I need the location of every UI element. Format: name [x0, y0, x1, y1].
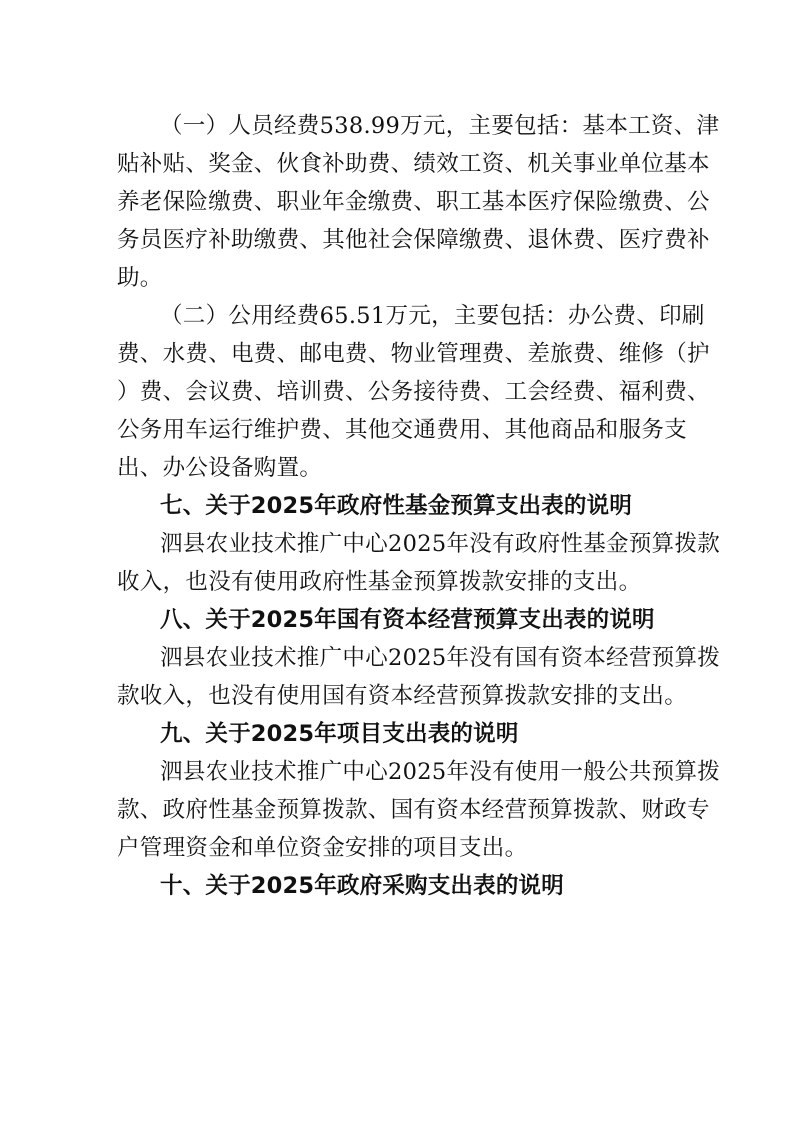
public-expenses-line-1: （二）公用经费65.51万元，主要包括：办公费、印刷 [160, 303, 705, 329]
project-expenditure-line-3: 户管理资金和单位资金安排的项目支出。 [117, 835, 528, 861]
personnel-expenses-line-3: 养老保险缴费、职业年金缴费、职工基本医疗保险缴费、公 [117, 189, 710, 215]
public-expenses-line-3: ）费、会议费、培训费、公务接待费、工会经费、福利费、 [117, 379, 710, 405]
section-heading-state-capital: 八、关于2025年国有资本经营预算支出表的说明 [160, 607, 655, 633]
personnel-expenses-line-4: 务员医疗补助缴费、其他社会保障缴费、退休费、医疗费补 [117, 227, 710, 253]
personnel-expenses-line-1: （一）人员经费538.99万元，主要包括：基本工资、津 [160, 113, 720, 139]
government-fund-line-2: 收入，也没有使用政府性基金预算拨款安排的支出。 [117, 569, 642, 595]
state-capital-line-1: 泗县农业技术推广中心2025年没有国有资本经营预算拨 [160, 645, 721, 671]
project-expenditure-line-2: 款、政府性基金预算拨款、国有资本经营预算拨款、财政专 [117, 797, 710, 823]
state-capital-line-2: 款收入，也没有使用国有资本经营预算拨款安排的支出。 [117, 683, 688, 709]
project-expenditure-line-1: 泗县农业技术推广中心2025年没有使用一般公共预算拨 [160, 759, 721, 785]
public-expenses-line-2: 费、水费、电费、邮电费、物业管理费、差旅费、维修（护 [117, 341, 710, 367]
section-heading-government-procurement: 十、关于2025年政府采购支出表的说明 [160, 873, 564, 899]
public-expenses-line-4: 公务用车运行维护费、其他交通费用、其他商品和服务支 [117, 417, 688, 443]
section-heading-government-fund: 七、关于2025年政府性基金预算支出表的说明 [160, 493, 633, 519]
public-expenses-line-5: 出、办公设备购置。 [117, 455, 323, 481]
government-fund-line-1: 泗县农业技术推广中心2025年没有政府性基金预算拨款 [160, 531, 721, 557]
personnel-expenses-line-2: 贴补贴、奖金、伙食补助费、绩效工资、机关事业单位基本 [117, 151, 710, 177]
personnel-expenses-line-5: 助。 [117, 265, 163, 291]
section-heading-project-expenditure: 九、关于2025年项目支出表的说明 [160, 721, 519, 747]
